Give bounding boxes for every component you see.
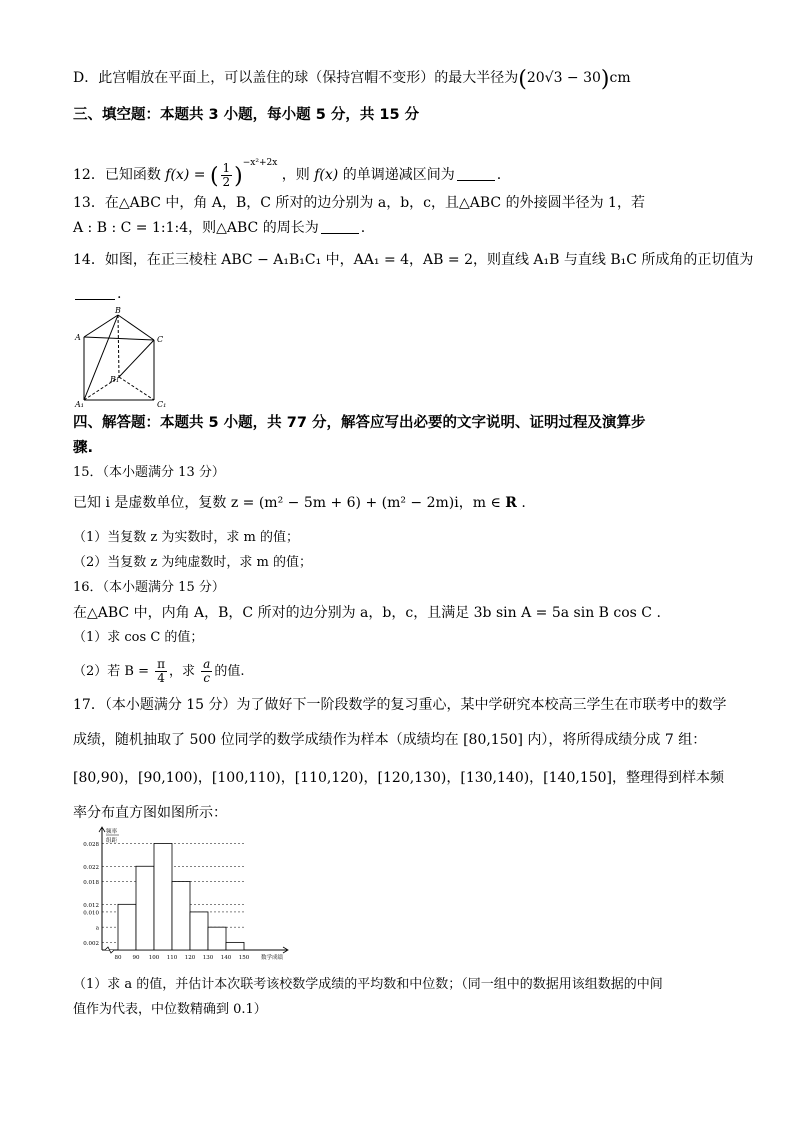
option-d-unit: cm (609, 70, 631, 86)
question-12: 12．已知函数 f(x) = ( $\frac{1}{2}$ )$^{-x^2+2x}$ ，则 f(x) 的单调递减区间为 . (73, 158, 502, 189)
q12-text-b: ，则 (281, 167, 310, 183)
q12-answer-blank (457, 166, 495, 181)
edge-BB1 (118, 315, 119, 377)
q13-answer-blank (321, 219, 359, 234)
q16-a-over-c (201, 658, 212, 685)
x-tick-label: 80 (114, 955, 122, 961)
question-13-line-2: A : B : C = 1:1:4，则△ABC 的周长为 . (73, 220, 366, 236)
q16-pi: π (157, 657, 166, 671)
label-B1: B₁ (110, 375, 120, 384)
section-3-heading: 三、填空题：本题共 3 小题，每小题 5 分，共 15 分 (73, 107, 420, 123)
x-axis-label: 数学成绩 (260, 955, 284, 961)
q16-text-c: 的值. (214, 664, 245, 679)
question-16-part-2 (73, 655, 244, 689)
frequency-histogram (72, 826, 292, 966)
question-15-heading: 15．（本小题满分 13 分） (73, 465, 225, 480)
question-13-line-1: 13．在△ABC 中，角 A，B，C 所对的边分别为 a，b，c，且△ABC 的外接圆半径为 1，若 (73, 195, 645, 211)
question-14-blank-line: . (73, 284, 121, 304)
label-C: C (157, 335, 164, 344)
x-tick-label: 150 (238, 955, 250, 961)
line-A1B (84, 315, 118, 400)
histogram-bar (136, 866, 154, 950)
question-17-part-1-line-1: （1）求 a 的值，并估计本次联考该校数学成绩的平均数和中位数；（同一组中的数据用该组数据的中间 (73, 977, 663, 992)
question-14: 14．如图，在正三棱柱 ABC − A₁B₁C₁ 中，AA₁ = 4，AB = 2，则直线 A₁B 与直线 B₁C 所成角的正切值为 (73, 252, 754, 268)
q15-real-set: R (505, 495, 517, 511)
q14-answer-blank (75, 285, 115, 300)
y-tick-label: 0.018 (83, 879, 99, 886)
x-tick-label: 140 (220, 955, 232, 961)
prism-figure (72, 305, 172, 410)
question-17-line-1: 17．（本小题满分 15 分）为了做好下一阶段数学的复习重心，某中学研究本校高三学生在市联考中的数学 (73, 697, 727, 713)
y-axis-label-top: 频率 (106, 829, 118, 835)
q12-half: $\frac{1}{2}$ (222, 160, 231, 189)
x-tick-label: 130 (202, 955, 214, 961)
q12-exponent: −x²+2x (242, 158, 278, 168)
question-17-line-2: 成绩，随机抽取了 500 位同学的数学成绩作为样本（成绩均在 [80,150] 内），将所得成绩分成 7 组： (73, 732, 707, 748)
label-B: B (115, 306, 121, 315)
q12-text-c: 的单调递减区间为 (342, 167, 455, 183)
question-17-line-3: [80,90)，[90,100)，[100,110)，[110,120)，[120,130)，[130,140)，[140,150]，整理得到样本频 (73, 770, 724, 786)
histogram-bar (118, 904, 136, 950)
edge-BC (118, 315, 154, 340)
y-axis-label-bottom: 组距 (106, 838, 118, 844)
label-A1: A₁ (75, 400, 84, 409)
edge-B1C1 (119, 377, 154, 400)
q15-stem-text: 已知 i 是虚数单位，复数 z = (m² − 5m + 6) + (m² − 2m)i，m ∈ (73, 495, 501, 511)
edge-AC (84, 337, 154, 340)
q12-text-a: 12．已知函数 (73, 167, 161, 183)
line-B1C (119, 340, 154, 377)
question-15-part-2: （2）当复数 z 为纯虚数时，求 m 的值； (73, 555, 312, 570)
histogram-bar (172, 881, 190, 950)
q12-fx-2: f(x) (314, 167, 339, 183)
question-17-line-4: 率分布直方图如图所示： (73, 805, 227, 821)
option-d: D．此宫帽放在平面上，可以盖住的球（保持宫帽不变形）的最大半径为(20√3 − 30)cm (73, 67, 631, 92)
q16-pi-over-4 (155, 658, 167, 685)
edge-AB (84, 315, 118, 337)
q16-four: 4 (157, 671, 165, 685)
y-tick-label: 0.028 (83, 841, 99, 848)
y-tick-label: a (95, 925, 99, 932)
question-15-part-1: （1）当复数 z 为实数时，求 m 的值； (73, 530, 299, 545)
x-tick-label: 120 (184, 955, 196, 961)
question-16-part-1: （1）求 cos C 的值； (73, 630, 204, 645)
question-17-part-1-line-2: 值作为代表，中位数精确到 0.1） (73, 1002, 267, 1017)
label-A: A (75, 333, 81, 342)
q16-part-2-text: （2）若 B = (73, 664, 149, 679)
section-4-heading: 四、解答题：本题共 5 小题，共 77 分，解答应写出必要的文字说明、证明过程及演算步 (73, 415, 646, 431)
question-15-stem: 已知 i 是虚数单位，复数 z = (m² − 5m + 6) + (m² − 2m)i，m ∈ R . (73, 495, 526, 511)
question-16-heading: 16．（本小题满分 15 分） (73, 580, 225, 595)
x-tick-label: 110 (166, 955, 178, 961)
x-tick-label: 100 (148, 955, 160, 961)
option-d-expr: 20√3 − 30 (526, 70, 601, 86)
histogram-bar (154, 843, 172, 950)
histogram-bar (208, 927, 226, 950)
y-tick-label: 0.012 (83, 902, 99, 909)
section-4-heading-cont: 骤. (73, 440, 94, 456)
histogram-bar (190, 912, 208, 950)
q13-text-b: A : B : C = 1:1:4，则△ABC 的周长为 (73, 220, 319, 236)
q16-text-b: ，求 (169, 664, 196, 679)
question-16-stem: 在△ABC 中，内角 A，B，C 所对的边分别为 a，b，c，且满足 3b sin A = 5a sin B cos C . (73, 605, 661, 621)
y-tick-label: 0.002 (83, 940, 99, 947)
q16-a: a (203, 657, 211, 671)
x-tick-label: 90 (132, 955, 140, 961)
label-C1: C₁ (157, 400, 167, 409)
y-tick-label: 0.022 (83, 864, 99, 871)
q16-c: c (203, 671, 211, 685)
axis-break (105, 947, 114, 953)
q12-fx: f(x) (165, 167, 190, 183)
y-tick-label: 0.010 (83, 910, 99, 917)
histogram-bar (226, 942, 244, 950)
option-d-text: D．此宫帽放在平面上，可以盖住的球（保持宫帽不变形）的最大半径为 (73, 70, 519, 86)
